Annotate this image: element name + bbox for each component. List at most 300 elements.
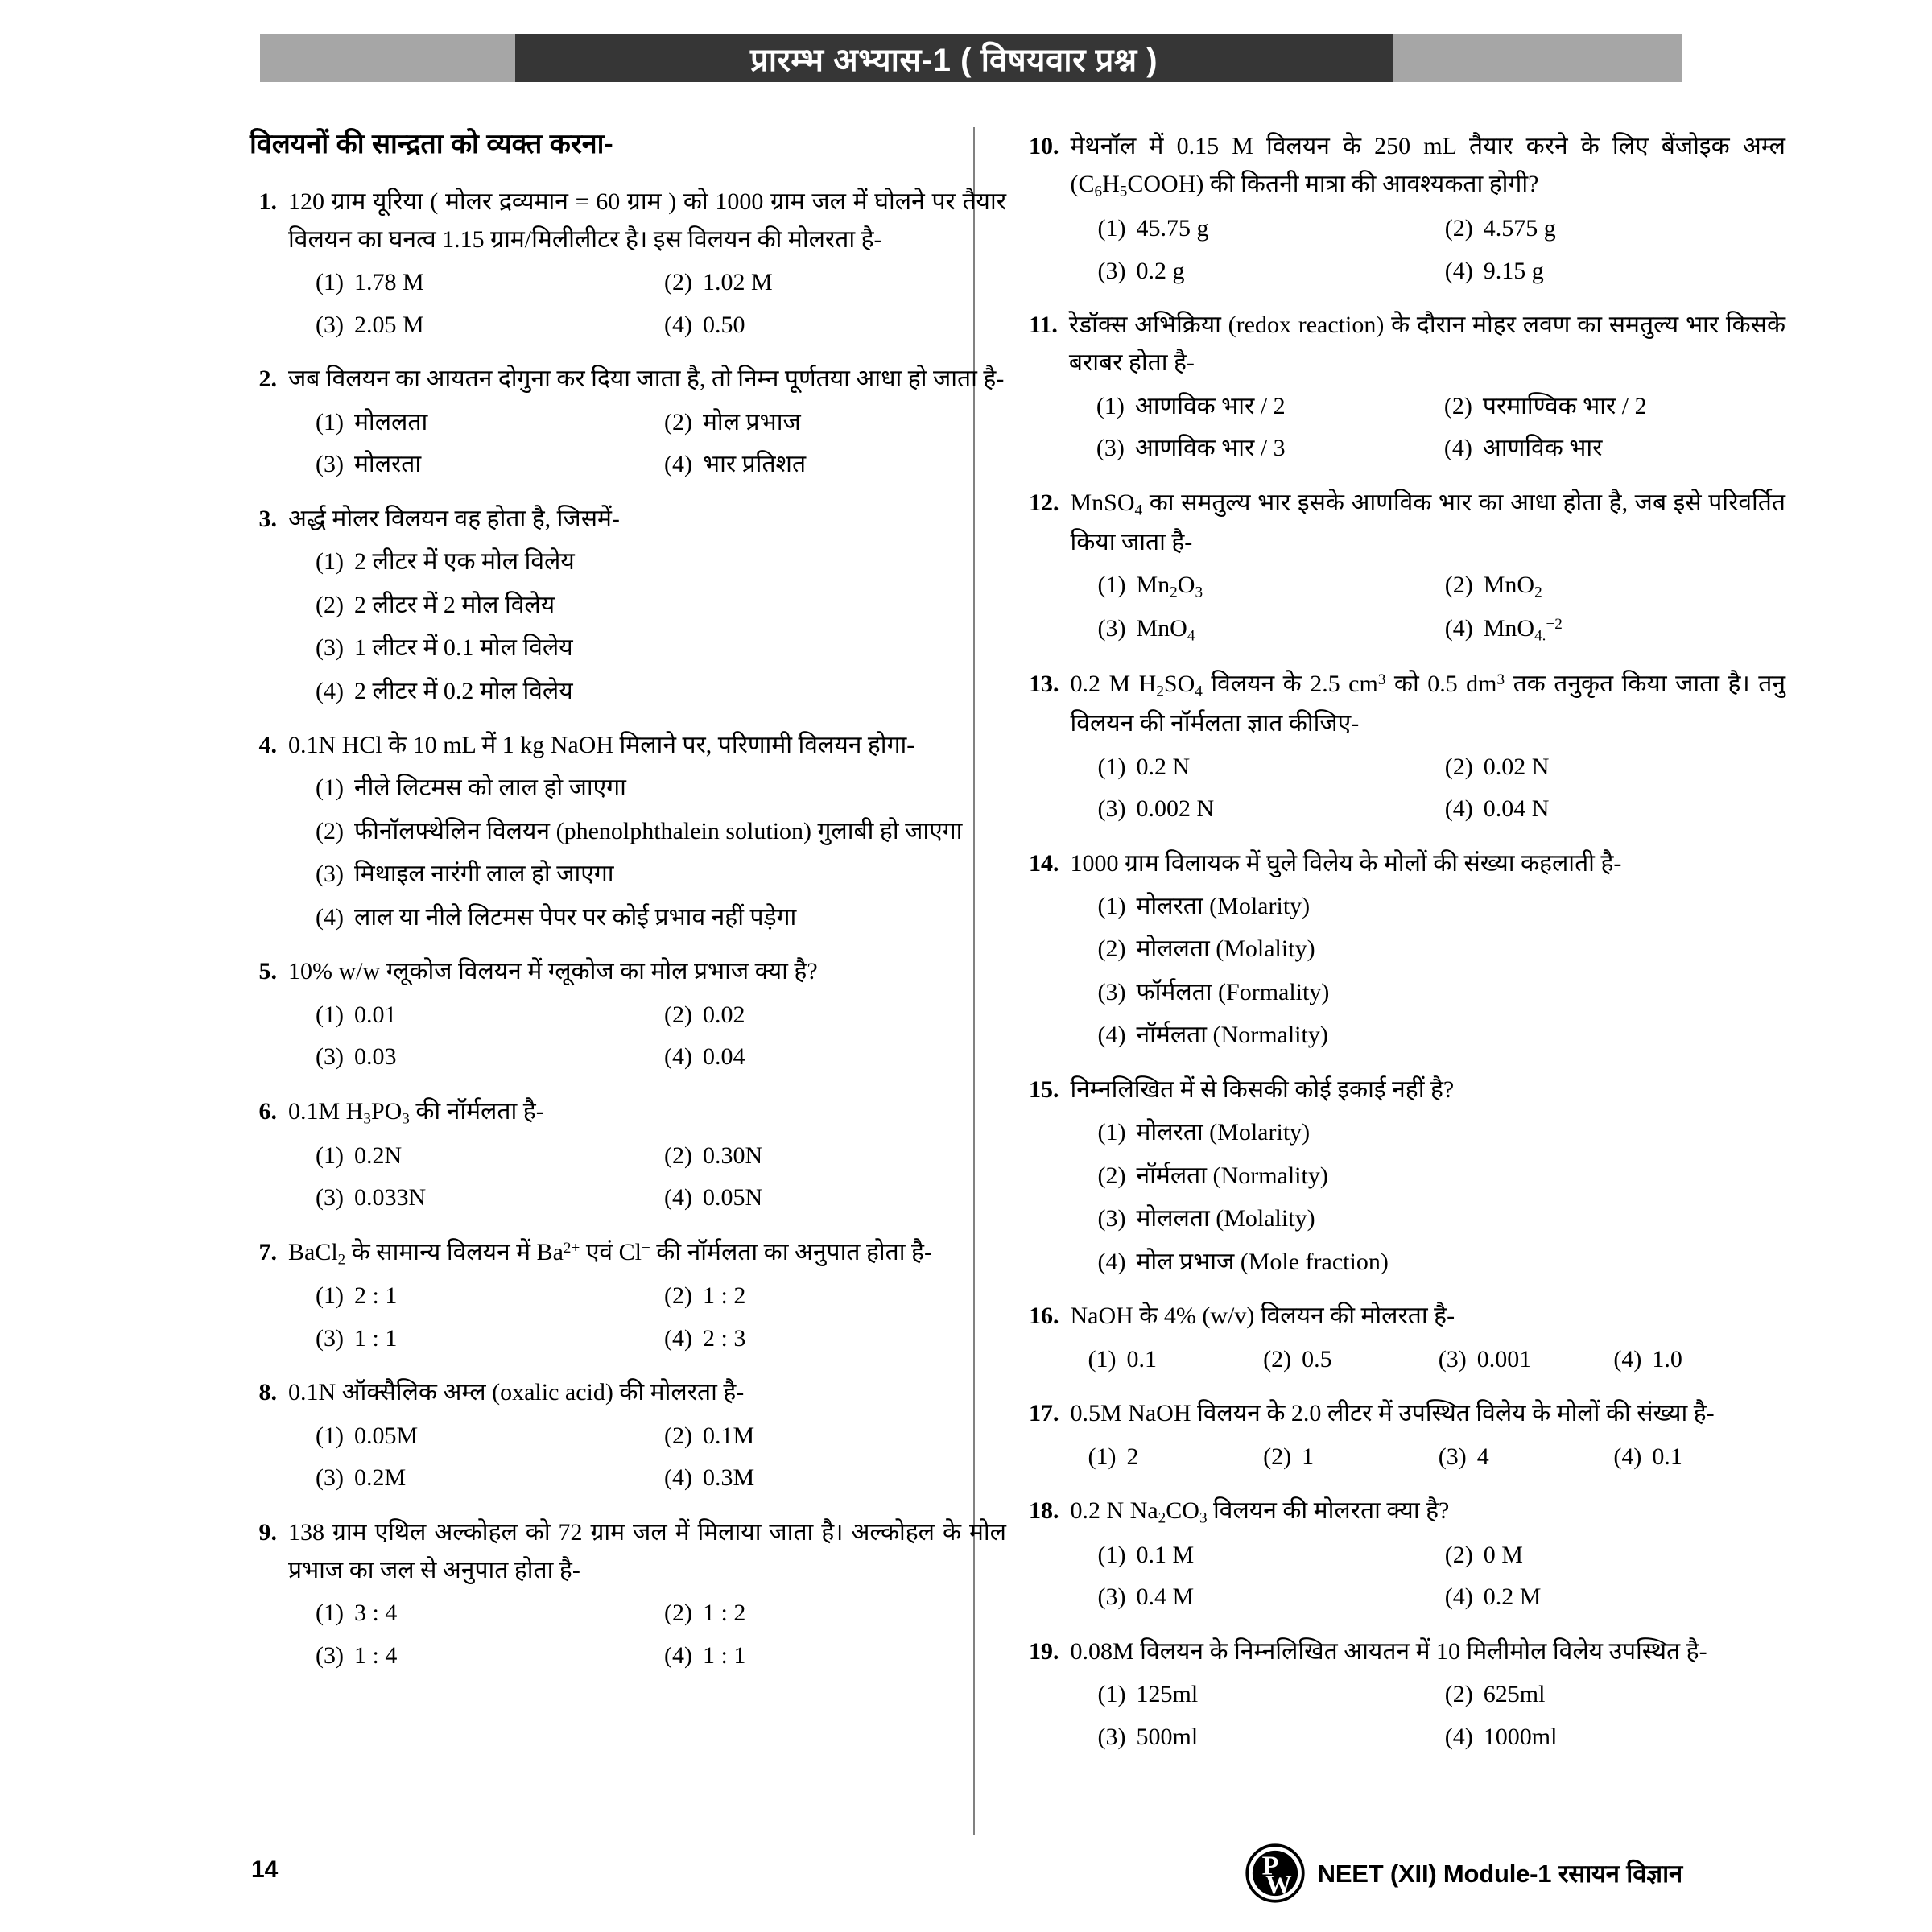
option-list [288,1278,1006,1356]
option-text: MnO$_{4.}^{-2}$ [1483,615,1563,645]
question-number: 13. [1029,671,1059,698]
option-list [1071,1677,1786,1754]
question-stem: जब विलयन का आयतन दोगुना कर दिया जाता है, तो निम्न पूर्णतया आधा हो जाता है- [288,365,1005,393]
question-stem: 0.2 M $H_2SO_4$ विलयन के 2.5 $cm^3$ को 0.5 $dm^3$ तक तनुकृत किया जाता है। तनु विलयन की नॉर्मलता ज्ञात कीजिए- [1070,671,1785,737]
option-text: मोललता (Molality) [1136,1205,1315,1232]
option-item[interactable] [664,1138,1006,1174]
option-item[interactable] [316,1321,658,1356]
question-stem: 0.5M NaOH विलयन के 2.0 लीटर में उपस्थित विलेय के मोलों की संख्या है- [1070,1400,1715,1427]
right-column [1029,127,1785,1772]
option-item[interactable] [1098,1579,1439,1615]
option-text: फीनॉलफ्थेलिन विलयन (phenolphthalein solution) गुलाबी हो जाएगा [353,817,963,844]
option-text: 1 : 1 [702,1641,746,1669]
option-key: (2) [1444,1541,1473,1568]
option-item[interactable] [316,588,1006,623]
question-stem: 0.2 N $Na_2CO_3$ विलयन की मोलरता क्या है? [1070,1497,1450,1527]
question-item [1029,306,1785,466]
option-text: 0.2 M [1483,1583,1542,1611]
option-item[interactable] [316,814,1006,849]
question-item [250,952,1006,1074]
option-key: (4) [1097,1248,1126,1275]
right-question-list [1029,127,1785,1754]
question-item [1029,484,1785,648]
option-item[interactable] [316,308,658,343]
option-text: 0.1 [1652,1443,1682,1470]
option-text: MnO$_4$ [1136,615,1195,645]
option-item[interactable] [664,405,1006,440]
option-key: (1) [316,1141,344,1169]
question-body [1071,1633,1786,1754]
option-text: 0.1 [1126,1345,1157,1373]
option-item[interactable] [1098,211,1439,246]
header-banner [260,34,1682,82]
option-text: 0.02 [702,1001,745,1028]
option-item[interactable] [316,1596,658,1631]
option-key: (2) [1444,571,1473,598]
question-number: 18. [1029,1497,1059,1525]
question-body [1071,1297,1786,1377]
option-text: 0.5 [1302,1345,1332,1373]
option-key: (2) [316,591,344,618]
option-text: 3 : 4 [353,1600,398,1627]
question-body [1071,1492,1786,1615]
option-item[interactable] [1098,568,1439,604]
option-item[interactable] [1098,1677,1439,1712]
option-key: (2) [664,1282,692,1310]
option-item[interactable] [664,1321,1006,1356]
option-item[interactable] [1445,611,1785,647]
option-key: (4) [1443,435,1472,462]
question-item [1029,665,1785,826]
option-list [1071,1538,1786,1615]
option-item[interactable] [664,265,1006,300]
option-text: 0.1 M [1136,1541,1195,1568]
option-text: नॉर्मलता (Normality) [1136,1022,1328,1049]
option-item[interactable] [1445,791,1785,827]
option-item[interactable] [316,1138,658,1174]
question-body [288,360,1006,481]
option-list [288,770,1006,935]
page-title: प्रारम्भ अभ्यास-1 ( विषयवार प्रश्न ) [749,42,1158,78]
option-list [1071,1342,1786,1377]
option-item[interactable] [1445,1677,1785,1712]
question-stem: 10% w/w ग्लूकोज विलयन में ग्लूकोज का मोल प्रभाज क्या है? [288,958,818,985]
option-item[interactable] [316,405,658,440]
option-text: 1 [1302,1443,1315,1470]
option-text: 2 : 1 [353,1282,398,1310]
option-key: (2) [1444,753,1473,780]
question-number: 19. [1029,1637,1059,1665]
question-item [1029,1633,1785,1754]
question-stem: निम्नलिखित में से किसकी कोई इकाई नहीं है? [1070,1075,1455,1103]
option-list [288,405,1006,482]
option-list [1071,211,1786,288]
option-text: 0.04 [702,1043,745,1071]
question-body [1069,306,1785,466]
option-text: नॉर्मलता (Normality) [1136,1162,1328,1189]
option-key: (1) [316,1600,344,1627]
option-item[interactable] [1445,211,1785,246]
question-body [288,1513,1006,1674]
option-item[interactable] [1445,568,1785,604]
option-key: (3) [316,1641,344,1669]
option-text: 125ml [1136,1681,1199,1708]
option-key: (2) [1444,215,1473,242]
option-item[interactable] [664,1596,1006,1631]
option-key: (3) [316,1464,344,1492]
option-key: (3) [316,634,344,662]
option-item[interactable] [1098,1158,1786,1194]
option-key: (4) [1444,257,1473,284]
option-key: (2) [1443,392,1472,419]
option-key: (1) [1097,215,1126,242]
option-item[interactable] [1445,254,1785,289]
option-text: 1 : 2 [702,1600,746,1627]
option-key: (2) [316,817,344,844]
option-item[interactable] [1439,1439,1611,1475]
option-item[interactable] [1098,1538,1439,1573]
question-number: 11. [1029,312,1058,339]
option-text: 4 [1476,1443,1489,1470]
option-key: (1) [1096,392,1125,419]
question-stem: NaOH के 4% (w/v) विलयन की मोलरता है- [1070,1302,1455,1330]
option-item[interactable] [1098,1245,1786,1280]
option-key: (1) [1097,1541,1126,1568]
option-item[interactable] [1098,791,1439,827]
question-number: 3. [258,505,277,532]
option-list [1071,568,1786,647]
option-text: 1000ml [1483,1723,1558,1750]
option-item[interactable] [1098,975,1786,1010]
option-item[interactable] [316,674,1006,709]
option-text: 2 [1126,1443,1139,1470]
option-key: (2) [1097,935,1126,963]
question-item [250,1513,1006,1674]
option-text: 0.50 [702,311,745,338]
question-body [1071,127,1786,288]
option-text: परमाण्विक भार / 2 [1482,392,1647,419]
option-item[interactable] [316,544,1006,580]
question-body [288,1092,1006,1216]
option-item[interactable] [664,1638,1006,1674]
option-key: (3) [316,861,344,888]
option-key: (2) [1263,1443,1292,1470]
option-key: (3) [316,1324,344,1352]
question-stem: 120 ग्राम यूरिया ( मोलर द्रव्यमान = 60 ग्राम ) को 1000 ग्राम जल में घोलने पर तैयार विलयन का घनत्व 1.15 ग्राम/मिलीलीटर है। इस विलयन की मोलरता है- [288,188,1006,253]
option-text: 4.575 g [1483,215,1556,242]
question-item [250,360,1006,481]
option-list [1071,1439,1786,1475]
option-key: (4) [1444,795,1473,822]
option-text: मोललता (Molality) [1136,935,1315,963]
question-item [250,500,1006,708]
question-stem: 0.1M $H_3PO_3$ की नॉर्मलता है- [288,1097,544,1128]
option-item[interactable] [1098,1201,1786,1236]
option-item[interactable] [1613,1439,1785,1475]
page-footer [0,1842,1932,1922]
option-key: (2) [664,408,692,436]
option-item[interactable] [664,308,1006,343]
option-key: (4) [1613,1443,1642,1470]
section-heading: विलयनों की सान्द्रता को व्यक्त करना- [250,129,613,159]
option-key: (4) [316,677,344,704]
question-item [250,1092,1006,1216]
option-item[interactable] [1445,749,1785,785]
option-key: (3) [1097,257,1126,284]
question-stem: BaCl$_2$ के सामान्य विलयन में $Ba^{2+}$ एवं Cl− की नॉर्मलता का अनुपात होता है- [288,1238,932,1268]
option-item[interactable] [664,1278,1006,1314]
question-stem: 0.1N ऑक्सैलिक अम्ल (oxalic acid) की मोलरता है- [288,1379,745,1406]
option-key: (4) [664,1464,692,1492]
question-number: 15. [1029,1075,1059,1103]
option-text: 0.002 N [1136,795,1215,822]
option-item[interactable] [316,1638,658,1674]
option-text: 0.2M [353,1464,407,1492]
option-key: (1) [1097,892,1126,919]
option-item[interactable] [316,447,658,482]
option-item[interactable] [664,1180,1006,1216]
question-number: 7. [258,1238,277,1265]
option-item[interactable] [1098,931,1786,967]
option-key: (3) [1096,435,1125,462]
option-text: 1.02 M [702,269,773,296]
question-body [288,500,1006,708]
option-item[interactable] [1445,1579,1785,1615]
option-text: 0.1M [702,1422,755,1449]
option-text: 1 लीटर में 0.1 मोल विलेय [353,634,573,662]
option-key: (1) [1097,1681,1126,1708]
option-list [1071,749,1786,827]
option-text: 0.03 [353,1043,397,1071]
option-text: MnO$_2$ [1483,571,1542,601]
question-number: 10. [1029,133,1059,159]
option-key: (4) [664,1184,692,1212]
option-item[interactable] [1098,749,1439,785]
option-item[interactable] [1098,611,1439,647]
option-item[interactable] [316,770,1006,806]
option-item[interactable] [316,1039,658,1075]
option-item[interactable] [1098,889,1786,924]
option-item[interactable] [316,1180,658,1216]
option-text: 0.2 g [1136,257,1185,284]
option-list [288,1418,1006,1496]
option-key: (4) [664,1324,692,1352]
option-text: मोल प्रभाज (Mole fraction) [1136,1248,1389,1275]
option-key: (3) [1097,1723,1126,1750]
option-item[interactable] [316,1418,658,1454]
question-number: 6. [258,1097,277,1125]
option-item[interactable] [316,1460,658,1496]
option-key: (1) [1097,1119,1126,1146]
option-text: 0.2N [353,1141,402,1169]
option-item[interactable] [316,857,1006,892]
option-list [288,544,1006,708]
option-key: (4) [316,903,344,931]
option-list [1071,1115,1786,1279]
option-key: (3) [1438,1443,1467,1470]
option-key: (2) [664,1422,692,1449]
question-body [1071,484,1786,648]
option-key: (3) [1097,795,1126,822]
question-item [1029,844,1785,1053]
question-number: 1. [258,188,277,215]
option-text: 0.4 M [1136,1583,1195,1611]
option-item[interactable] [1098,254,1439,289]
question-stem: MnSO$_4$ का समतुल्य भार इसके आणविक भार का आधा होता है, जब इसे परिवर्तित किया जाता है- [1070,489,1785,555]
question-number: 8. [258,1379,277,1406]
question-item [1029,1297,1785,1377]
option-item[interactable] [664,447,1006,482]
option-list [288,1596,1006,1673]
option-item[interactable] [1098,1719,1439,1755]
option-item[interactable] [1263,1342,1435,1377]
option-item[interactable] [1444,431,1785,466]
option-item[interactable] [1439,1342,1611,1377]
brand-block [1245,1843,1682,1903]
question-body [288,1373,1006,1495]
option-item[interactable] [1096,431,1438,466]
option-key: (2) [664,1141,692,1169]
option-key: (1) [316,548,344,576]
svg-text:W: W [1265,1871,1292,1901]
option-item[interactable] [664,1039,1006,1075]
question-item [250,1233,1006,1356]
option-text: 0.3M [702,1464,755,1492]
question-item [1029,1394,1785,1474]
option-item[interactable] [316,630,1006,666]
option-text: 0 M [1483,1541,1523,1568]
option-item[interactable] [316,997,658,1033]
option-key: (2) [664,1600,692,1627]
question-body [1071,1394,1786,1474]
option-key: (3) [316,311,344,338]
option-item[interactable] [1088,1439,1261,1475]
question-number: 4. [258,732,277,759]
option-text: आणविक भार [1482,435,1603,462]
question-number: 16. [1029,1302,1059,1330]
option-text: मिथाइल नारंगी लाल हो जाएगा [353,861,614,888]
question-number: 12. [1029,489,1059,516]
option-text: 2 : 3 [702,1324,746,1352]
option-key: (1) [316,1001,344,1028]
option-key: (1) [1088,1345,1117,1373]
option-list [288,265,1006,342]
option-item[interactable] [1613,1342,1785,1377]
option-text: लाल या नीले लिटमस पेपर पर कोई प्रभाव नहीं पड़ेगा [353,903,797,931]
option-item[interactable] [316,900,1006,935]
option-key: (2) [1097,1162,1126,1189]
option-item[interactable] [1088,1342,1261,1377]
option-text: मोलरता [353,451,422,478]
question-item [1029,127,1785,288]
left-question-list [250,183,1006,1674]
option-text: नीले लिटमस को लाल हो जाएगा [353,774,626,802]
option-text: 0.2 N [1136,753,1191,780]
question-item [250,183,1006,343]
option-key: (2) [664,269,692,296]
option-text: मोललता [353,408,428,436]
question-number: 2. [258,365,277,393]
option-key: (4) [1613,1345,1642,1373]
option-item[interactable] [664,1418,1006,1454]
option-text: 2 लीटर में एक मोल विलेय [353,548,575,576]
pw-logo-icon [1245,1843,1305,1903]
option-item[interactable] [1096,389,1438,424]
option-key: (4) [664,311,692,338]
question-number: 9. [258,1518,277,1546]
option-key: (4) [664,1641,692,1669]
question-number: 5. [258,958,277,985]
option-key: (4) [1444,1723,1473,1750]
left-column [250,127,1006,1690]
option-text: भार प्रतिशत [702,451,807,478]
option-text: 0.05N [702,1184,763,1212]
option-text: मोलरता (Molarity) [1136,1119,1311,1146]
option-key: (4) [1444,615,1473,642]
option-item[interactable] [1263,1439,1435,1475]
question-body [288,952,1006,1074]
option-text: 1.78 M [353,269,424,296]
option-text: मोल प्रभाज [702,408,801,436]
option-key: (2) [1444,1681,1473,1708]
option-item[interactable] [1445,1719,1785,1755]
option-text: 0.01 [353,1001,397,1028]
option-text: फॉर्मलता (Formality) [1136,978,1330,1005]
question-stem: 138 ग्राम एथिल अल्कोहल को 72 ग्राम जल में मिलाया जाता है। अल्कोहल के मोल प्रभाज का जल से अनुपात होता है- [288,1518,1006,1584]
option-key: (1) [316,269,344,296]
option-item[interactable] [1098,1115,1786,1150]
option-key: (1) [316,1282,344,1310]
option-text: 0.001 [1476,1345,1532,1373]
option-text: 9.15 g [1483,257,1544,284]
option-item[interactable] [316,1278,658,1314]
option-item[interactable] [316,265,658,300]
question-stem: अर्द्ध मोलर विलयन वह होता है, जिसमें- [288,505,620,532]
option-text: 45.75 g [1136,215,1209,242]
option-key: (4) [664,1043,692,1071]
option-text: 1 : 1 [353,1324,398,1352]
question-stem: 0.08M विलयन के निम्नलिखित आयतन में 10 मिलीमोल विलेय उपस्थित है- [1070,1637,1707,1665]
option-item[interactable] [1098,1018,1786,1053]
option-key: (1) [1097,571,1126,598]
option-key: (3) [1097,978,1126,1005]
option-key: (2) [664,1001,692,1028]
option-text: 0.033N [353,1184,427,1212]
option-key: (4) [1444,1583,1473,1611]
option-text: $Mn_2O_3$ [1136,571,1203,601]
option-text: आणविक भार / 3 [1134,435,1286,462]
option-item[interactable] [1444,389,1785,424]
question-body [1071,1071,1786,1279]
question-body [1071,844,1786,1053]
option-list [1069,389,1785,466]
option-item[interactable] [664,997,1006,1033]
option-text: मोलरता (Molarity) [1136,892,1311,919]
option-key: (3) [1438,1345,1467,1373]
option-key: (3) [316,1043,344,1071]
option-text: आणविक भार / 2 [1134,392,1286,419]
question-item [250,1373,1006,1495]
option-text: 0.04 N [1483,795,1550,822]
question-item [250,726,1006,935]
option-key: (1) [316,774,344,802]
option-text: 2 लीटर में 0.2 मोल विलेय [353,677,573,704]
question-body [1071,665,1786,826]
option-text: 1.0 [1652,1345,1682,1373]
brand-label: NEET (XII) Module-1 रसायन विज्ञान [1317,1860,1682,1888]
option-item[interactable] [1445,1538,1785,1573]
option-item[interactable] [664,1460,1006,1496]
